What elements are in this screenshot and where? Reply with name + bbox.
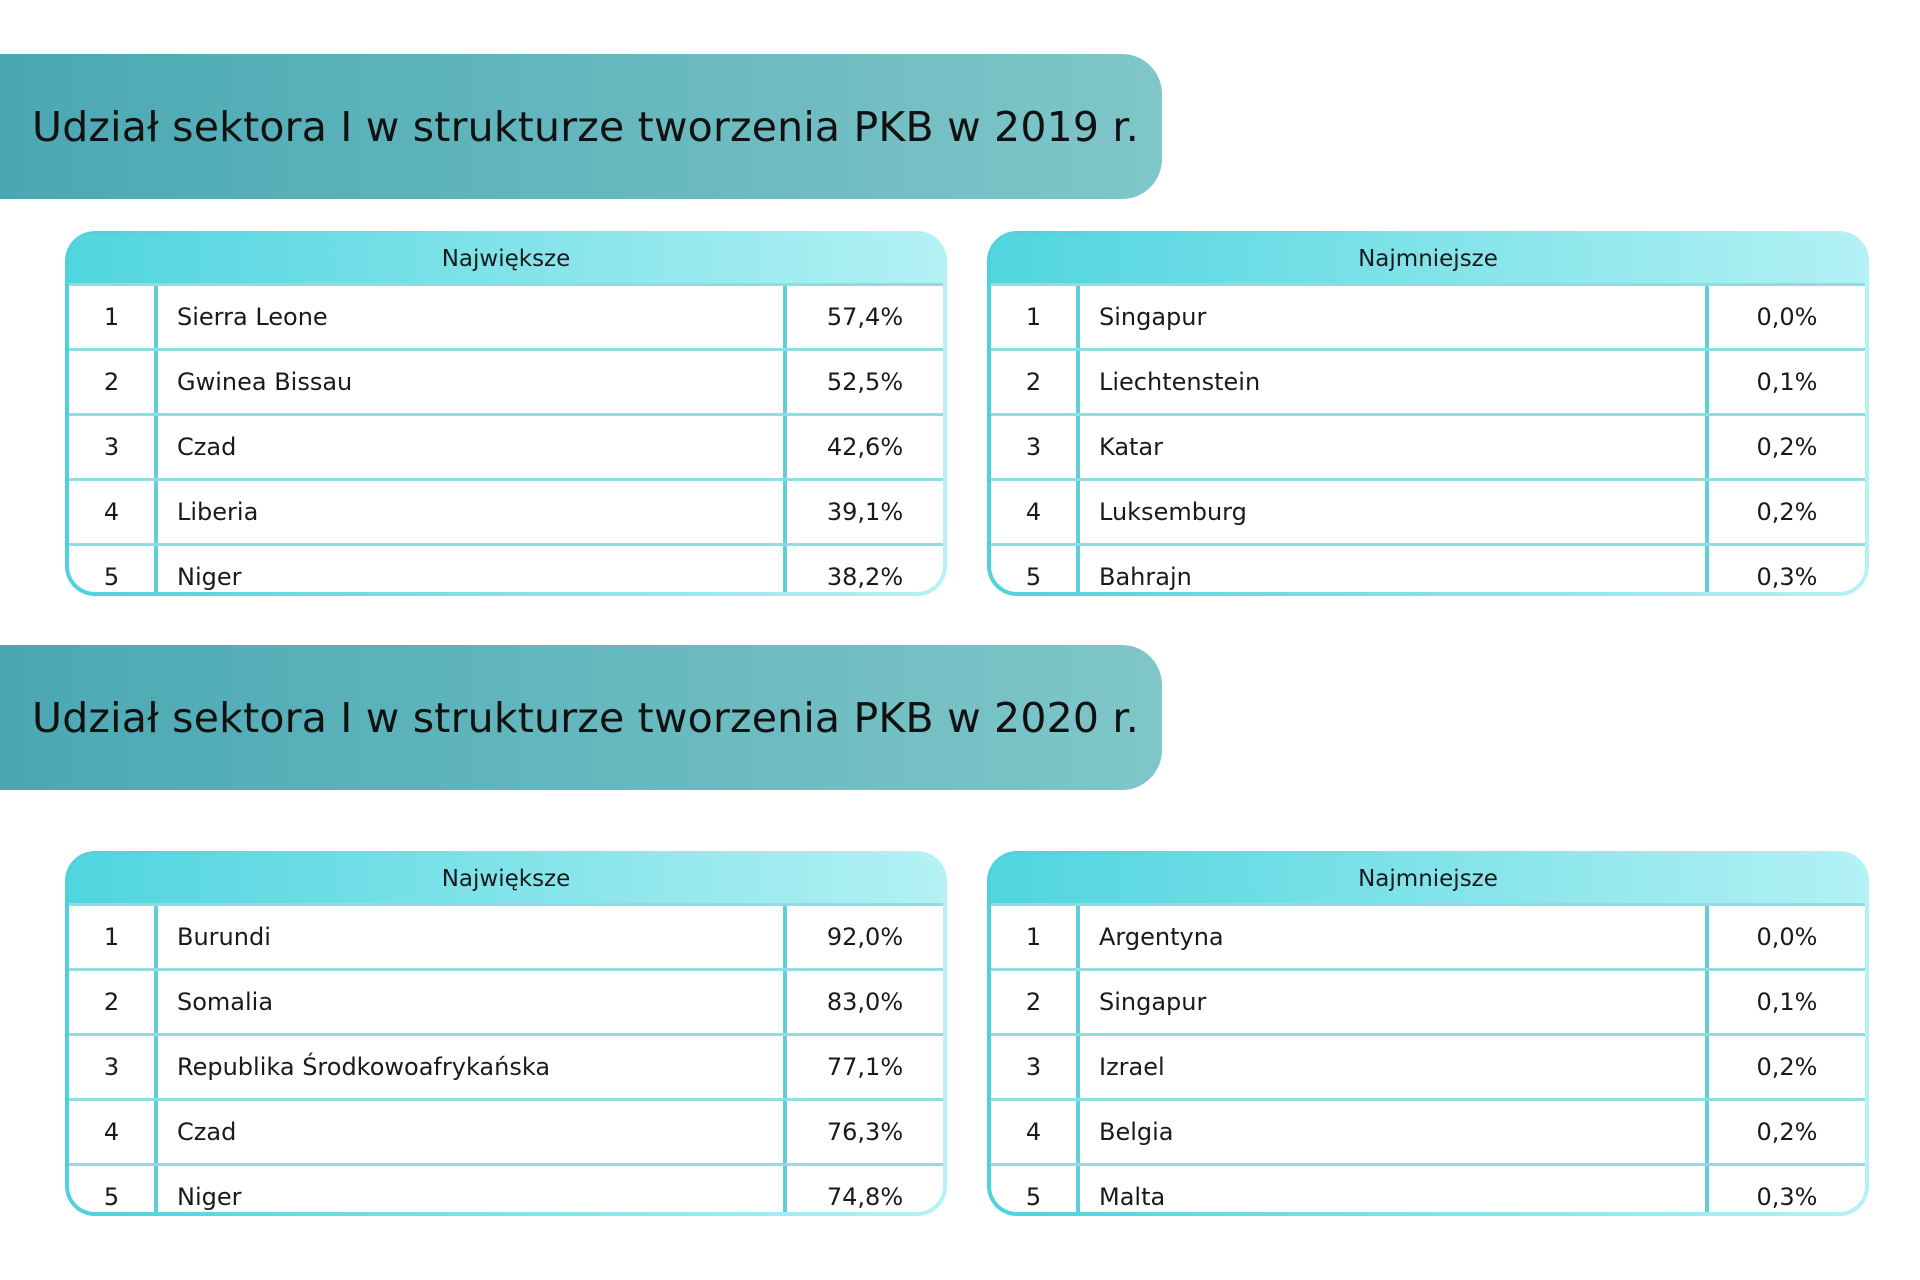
rank-cell: 3	[69, 1036, 158, 1098]
table-header: Największe	[69, 855, 943, 903]
table-row	[69, 413, 943, 478]
value-cell: 0,0%	[1756, 923, 1818, 951]
section-banner-2019	[0, 54, 1162, 199]
table-row	[991, 543, 1865, 596]
table-row	[69, 283, 943, 348]
value-cell: 0,0%	[1756, 303, 1818, 331]
value-cell: 74,8%	[826, 1183, 904, 1211]
value-cell: 0,1%	[1756, 988, 1818, 1016]
country-cell: Singapur	[1080, 971, 1709, 1033]
table-row	[991, 1033, 1865, 1098]
table-row	[991, 348, 1865, 413]
table-2020-smallest	[987, 851, 1869, 1216]
country-cell: Czad	[158, 1101, 787, 1163]
value-cell: 39,1%	[826, 498, 904, 526]
rank-cell: 4	[69, 481, 158, 543]
country-cell: Sierra Leone	[158, 286, 787, 348]
value-cell: 92,0%	[826, 923, 904, 951]
rank-cell: 4	[69, 1101, 158, 1163]
table-row	[991, 283, 1865, 348]
value-cell: 52,5%	[826, 368, 904, 396]
table-header: Największe	[69, 235, 943, 283]
value-cell: 0,3%	[1756, 563, 1818, 591]
section-title-2019: Udział sektora I w strukturze tworzenia PKB w 2019 r.	[32, 102, 1139, 151]
value-cell: 0,2%	[1756, 1118, 1818, 1146]
country-cell: Burundi	[158, 906, 787, 968]
table-row	[69, 903, 943, 968]
rank-cell: 5	[69, 546, 158, 596]
value-cell: 38,2%	[826, 563, 904, 591]
table-row	[991, 478, 1865, 543]
country-cell: Liberia	[158, 481, 787, 543]
table-row	[69, 968, 943, 1033]
country-cell: Malta	[1080, 1166, 1709, 1216]
country-cell: Belgia	[1080, 1101, 1709, 1163]
country-cell: Gwinea Bissau	[158, 351, 787, 413]
table-row	[69, 478, 943, 543]
table-row	[991, 968, 1865, 1033]
rank-cell: 3	[991, 416, 1080, 478]
table-row	[69, 1033, 943, 1098]
country-cell: Czad	[158, 416, 787, 478]
section-banner-2020	[0, 645, 1162, 790]
rank-cell: 2	[69, 351, 158, 413]
rank-cell: 2	[991, 351, 1080, 413]
value-cell: 57,4%	[826, 303, 904, 331]
section-title-2020: Udział sektora I w strukturze tworzenia PKB w 2020 r.	[32, 693, 1139, 742]
country-cell: Katar	[1080, 416, 1709, 478]
table-row	[69, 1163, 943, 1216]
country-cell: Izrael	[1080, 1036, 1709, 1098]
value-cell: 77,1%	[826, 1053, 904, 1081]
rank-cell: 3	[991, 1036, 1080, 1098]
rank-cell: 1	[991, 286, 1080, 348]
rank-cell: 4	[991, 1101, 1080, 1163]
rank-cell: 1	[69, 906, 158, 968]
country-cell: Luksemburg	[1080, 481, 1709, 543]
value-cell: 83,0%	[826, 988, 904, 1016]
rank-cell: 2	[991, 971, 1080, 1033]
country-cell: Argentyna	[1080, 906, 1709, 968]
value-cell: 0,2%	[1756, 433, 1818, 461]
country-cell: Niger	[158, 1166, 787, 1216]
rank-cell: 3	[69, 416, 158, 478]
table-2019-smallest	[987, 231, 1869, 596]
rank-cell: 1	[991, 906, 1080, 968]
table-row	[991, 1163, 1865, 1216]
value-cell: 0,2%	[1756, 498, 1818, 526]
value-cell: 0,3%	[1756, 1183, 1818, 1211]
table-2020-largest	[65, 851, 947, 1216]
value-cell: 0,1%	[1756, 368, 1818, 396]
table-header: Najmniejsze	[991, 855, 1865, 903]
value-cell: 76,3%	[826, 1118, 904, 1146]
country-cell: Singapur	[1080, 286, 1709, 348]
rank-cell: 5	[991, 546, 1080, 596]
country-cell: Republika Środkowoafrykańska	[158, 1036, 787, 1098]
value-cell: 42,6%	[826, 433, 904, 461]
country-cell: Niger	[158, 546, 787, 596]
table-row	[69, 543, 943, 596]
table-row	[69, 1098, 943, 1163]
rank-cell: 5	[991, 1166, 1080, 1216]
country-cell: Somalia	[158, 971, 787, 1033]
table-row	[991, 413, 1865, 478]
table-2019-largest	[65, 231, 947, 596]
table-header: Najmniejsze	[991, 235, 1865, 283]
value-cell: 0,2%	[1756, 1053, 1818, 1081]
rank-cell: 2	[69, 971, 158, 1033]
rank-cell: 1	[69, 286, 158, 348]
table-row	[69, 348, 943, 413]
table-row	[991, 1098, 1865, 1163]
country-cell: Liechtenstein	[1080, 351, 1709, 413]
rank-cell: 4	[991, 481, 1080, 543]
rank-cell: 5	[69, 1166, 158, 1216]
country-cell: Bahrajn	[1080, 546, 1709, 596]
table-row	[991, 903, 1865, 968]
